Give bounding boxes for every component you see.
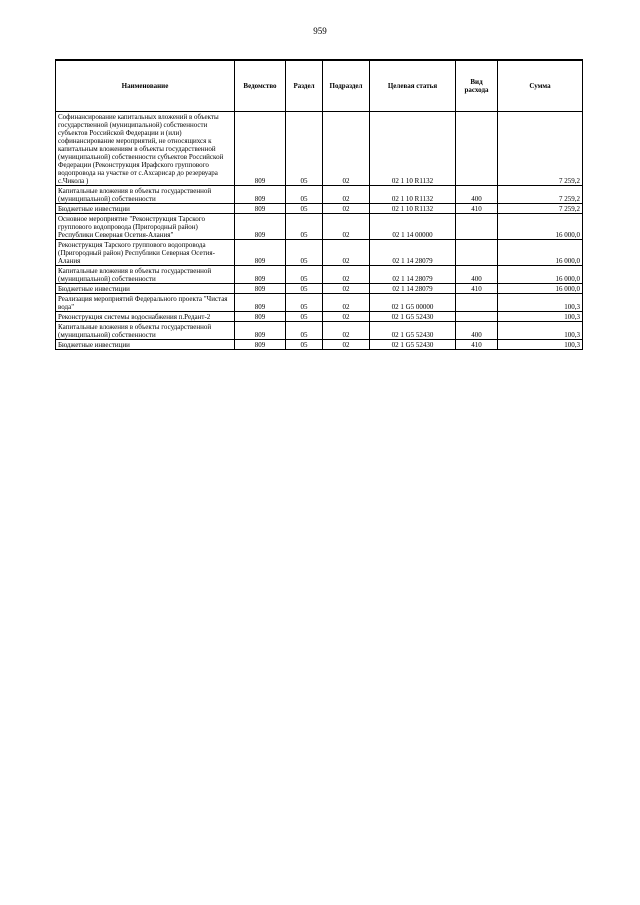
row-section: 05: [286, 204, 323, 214]
row-amount: 16 000,0: [498, 214, 583, 240]
row-amount: 7 259,2: [498, 186, 583, 204]
row-name: Основное мероприятие "Реконструкция Тарского группового водопровода (Пригородный район) Республики Северная Осетия-Алания": [56, 214, 235, 240]
row-subsection: 02: [323, 294, 370, 312]
row-target-item: 02 1 10 R1132: [370, 186, 456, 204]
table-row: [56, 204, 583, 214]
row-section: 05: [286, 266, 323, 284]
row-subsection: 02: [323, 214, 370, 240]
row-department: 809: [235, 186, 286, 204]
row-department: 809: [235, 214, 286, 240]
row-section: 05: [286, 312, 323, 322]
table-row: [56, 322, 583, 340]
row-target-item: 02 1 14 28079: [370, 240, 456, 266]
row-section: 05: [286, 322, 323, 340]
row-name: Бюджетные инвестиции: [56, 284, 235, 294]
row-expense-type: [456, 294, 498, 312]
header-department: Ведомство: [235, 60, 286, 112]
row-department: 809: [235, 112, 286, 186]
row-amount: 16 000,0: [498, 240, 583, 266]
table-row: [56, 284, 583, 294]
row-department: 809: [235, 284, 286, 294]
header-name: Наименование: [56, 60, 235, 112]
row-section: 05: [286, 240, 323, 266]
row-expense-type: [456, 112, 498, 186]
row-amount: 7 259,2: [498, 204, 583, 214]
row-expense-type: 400: [456, 322, 498, 340]
row-expense-type: 400: [456, 186, 498, 204]
row-target-item: 02 1 G5 52430: [370, 340, 456, 350]
row-target-item: 02 1 G5 00000: [370, 294, 456, 312]
row-subsection: 02: [323, 284, 370, 294]
row-department: 809: [235, 340, 286, 350]
row-amount: 100,3: [498, 322, 583, 340]
row-subsection: 02: [323, 312, 370, 322]
row-subsection: 02: [323, 204, 370, 214]
row-subsection: 02: [323, 340, 370, 350]
table-row: [56, 112, 583, 186]
row-department: 809: [235, 322, 286, 340]
row-name: Реконструкция Тарского группового водопровода (Пригородный район) Республики Северная Осетия-Алания: [56, 240, 235, 266]
row-subsection: 02: [323, 240, 370, 266]
row-department: 809: [235, 312, 286, 322]
table-row: [56, 340, 583, 350]
budget-table: [55, 59, 583, 350]
table-row: [56, 240, 583, 266]
row-name: Реконструкция системы водоснабжения п.Редант-2: [56, 312, 235, 322]
row-amount: 7 259,2: [498, 112, 583, 186]
row-department: 809: [235, 294, 286, 312]
row-section: 05: [286, 112, 323, 186]
header-section: Раздел: [286, 60, 323, 112]
row-name: Капитальные вложения в объекты государственной (муниципальной) собственности: [56, 186, 235, 204]
row-target-item: 02 1 10 R1132: [370, 112, 456, 186]
header-target-item: Целевая статья: [370, 60, 456, 112]
row-expense-type: [456, 240, 498, 266]
row-section: 05: [286, 186, 323, 204]
row-amount: 16 000,0: [498, 284, 583, 294]
row-amount: 16 000,0: [498, 266, 583, 284]
table-row: [56, 266, 583, 284]
row-amount: 100,3: [498, 294, 583, 312]
header-expense-type: Вид расхода: [456, 60, 498, 112]
table-row: [56, 294, 583, 312]
row-target-item: 02 1 G5 52430: [370, 312, 456, 322]
row-name: Реализация мероприятий Федерального проекта "Чистая вода": [56, 294, 235, 312]
table-header-row: [56, 60, 583, 112]
header-amount: Сумма: [498, 60, 583, 112]
row-subsection: 02: [323, 112, 370, 186]
row-amount: 100,3: [498, 312, 583, 322]
row-expense-type: 400: [456, 266, 498, 284]
row-expense-type: [456, 214, 498, 240]
row-department: 809: [235, 240, 286, 266]
table-row: [56, 186, 583, 204]
row-amount: 100,3: [498, 340, 583, 350]
row-name: Капитальные вложения в объекты государственной (муниципальной) собственности: [56, 266, 235, 284]
row-section: 05: [286, 294, 323, 312]
row-name: Бюджетные инвестиции: [56, 340, 235, 350]
row-expense-type: [456, 312, 498, 322]
row-name: Капитальные вложения в объекты государственной (муниципальной) собственности: [56, 322, 235, 340]
row-section: 05: [286, 214, 323, 240]
row-subsection: 02: [323, 322, 370, 340]
header-subsection: Подраздел: [323, 60, 370, 112]
row-target-item: 02 1 14 28079: [370, 266, 456, 284]
row-department: 809: [235, 266, 286, 284]
row-expense-type: 410: [456, 340, 498, 350]
row-target-item: 02 1 G5 52430: [370, 322, 456, 340]
row-section: 05: [286, 340, 323, 350]
row-subsection: 02: [323, 186, 370, 204]
row-target-item: 02 1 14 00000: [370, 214, 456, 240]
page-number: 959: [313, 26, 327, 36]
table-row: [56, 214, 583, 240]
row-department: 809: [235, 204, 286, 214]
table-row: [56, 312, 583, 322]
row-name: Бюджетные инвестиции: [56, 204, 235, 214]
row-section: 05: [286, 284, 323, 294]
row-target-item: 02 1 14 28079: [370, 284, 456, 294]
row-expense-type: 410: [456, 284, 498, 294]
row-subsection: 02: [323, 266, 370, 284]
row-target-item: 02 1 10 R1132: [370, 204, 456, 214]
row-expense-type: 410: [456, 204, 498, 214]
row-name: Софинансирование капитальных вложений в объекты государственной (муниципальной) собственности субъектов Российской Федерации и (или) софинансирование мероприятий, не относящихся к капитальным вложениям в объекты государственной (муниципальной) собственности субъектов Российской Федерации (Реконструкция Ирафского группового водопровода на участке от с.Ахсарисар до резервуара с.Чикола ): [56, 112, 235, 186]
